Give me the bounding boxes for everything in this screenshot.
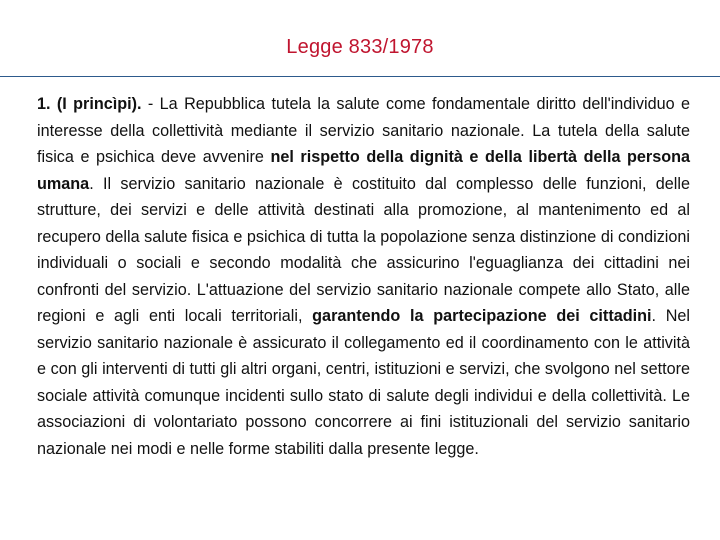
article-text-part-1: - La Repubblica tutela la salute come fondamentale diritto dell'individuo e interesse della collettività mediante il servizio sanitario nazionale. La tutela della salute fisica e psichica deve avvenire [37,95,690,166]
article-heading: 1. (I princìpi). [37,95,142,113]
article-text [37,91,690,462]
article-text-part-3: . Nel servizio sanitario nazionale è assicurato il collegamento ed il coordinamento con le attività e con gli interventi di tutti gli altri organi, centri, istituzioni e servizi, che svolgono nel settore sociale attività comunque incidenti sullo stato di salute degli individui e della collettività. Le associazioni di volontariato possono concorrere ai fini istituzionali del servizio sanitario nazionale nei modi e nelle forme stabiliti dalla presente legge. [37,307,690,458]
slide-title: Legge 833/1978 [286,36,434,58]
article-emphasis-dignity: nel rispetto della dignità e della libertà della persona umana [37,148,691,193]
article-text-part-2: . Il servizio sanitario nazionale è costituito dal complesso delle funzioni, delle strutture, dei servizi e delle attività destinati alla promozione, al mantenimento ed al recupero della salute fisica e psichica di tutta la popolazione senza distinzione di condizioni individuali o sociali e secondo modalità che assicurino l'eguaglianza dei cittadini nei confronti del servizio. L'attuazione del servizio sanitario nazionale compete allo Stato, alle regioni e agli enti locali territoriali, [37,174,690,325]
article-emphasis-participation: garantendo la partecipazione dei cittadini [312,307,652,325]
title-divider [0,76,720,77]
